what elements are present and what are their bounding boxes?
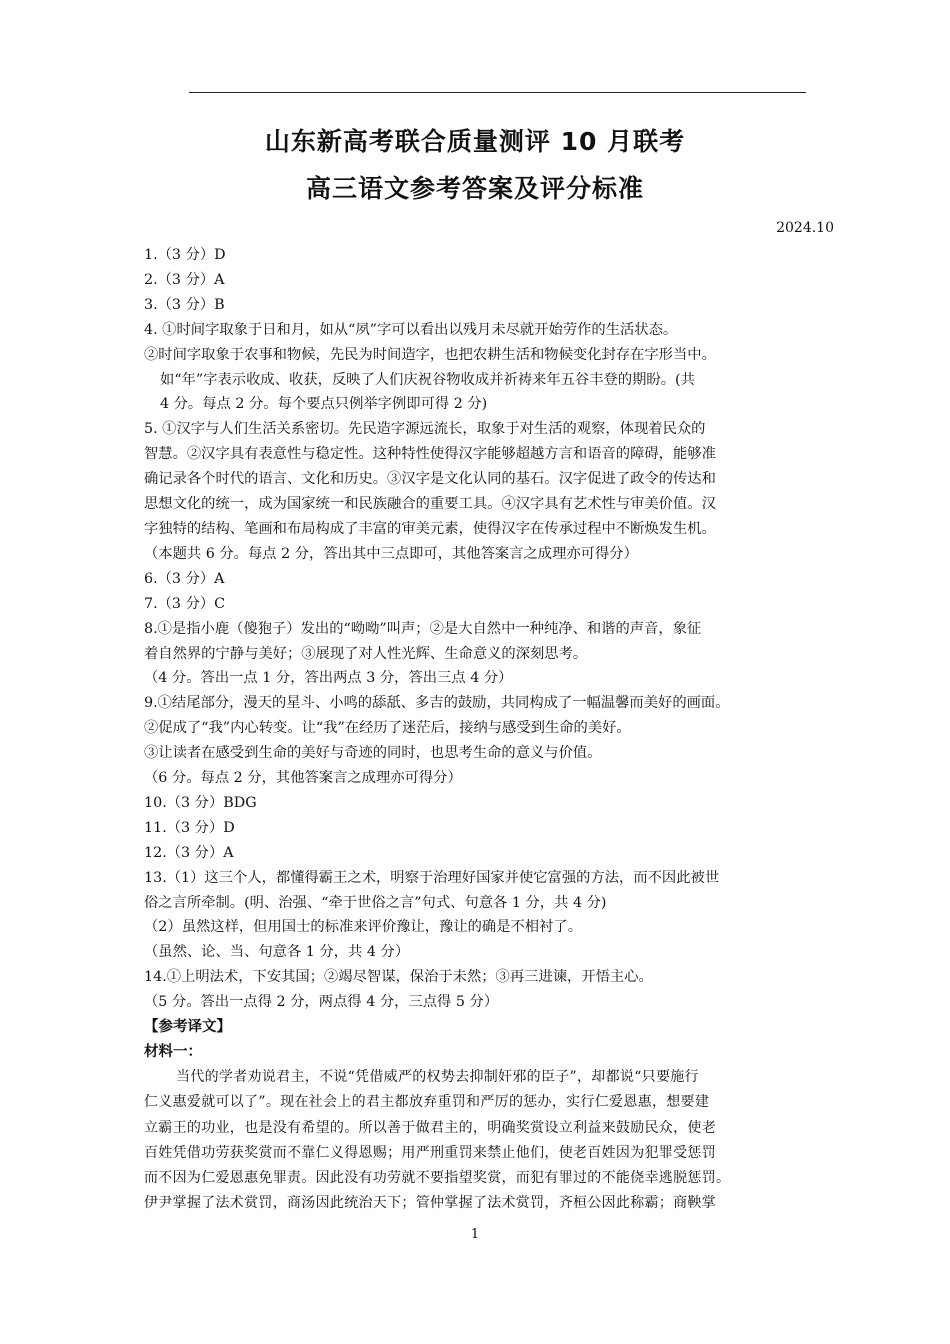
answer-line: （4 分。答出一点 1 分，答出两点 3 分，答出三点 4 分） (144, 670, 513, 687)
answer-line: 3.（3 分）B (144, 296, 225, 313)
answer-line: （5 分。答出一点得 2 分，两点得 4 分，三点得 5 分） (144, 994, 499, 1011)
page-subtitle: 高三语文参考答案及评分标准 (305, 174, 644, 203)
top-rule (189, 92, 806, 93)
answer-line: 1.（3 分）D (144, 247, 226, 263)
answer-line: （虽然、论、当、句意各 1 分，共 4 分） (144, 944, 410, 961)
answer-line: （本题共 6 分。每点 2 分，答出其中三点即可，其他答案言之成理亦可得分） (144, 545, 638, 562)
answer-line: 5. ①汉字与人们生活关系密切。先民造字源远流长，取象于对生活的观察，体现着民众的 (144, 421, 706, 438)
translation-line: 当代的学者劝说君主，不说“凭借威严的权势去抑制奸邪的臣子”，却都说“只要施行 (176, 1068, 699, 1085)
answer-line: 12.（3 分）A (144, 844, 234, 861)
material-label: 材料一： (144, 1044, 202, 1060)
answer-line: 7.（3 分）C (144, 595, 226, 612)
page-title: 山东新高考联合质量测评 10 月联考 (264, 127, 686, 156)
translation-line: 百姓凭借功劳获奖赏而不靠仁义得恩赐；用严刑重罚来禁止他们，使老百姓因为犯罪受惩罚 (144, 1144, 716, 1161)
page-number: 1 (470, 1227, 480, 1242)
translation-line: 仁义惠爱就可以了”。现在社会上的君主都放弃重罚和严厉的惩办，实行仁爱恩惠，想要建 (144, 1094, 710, 1111)
answer-line: 9.①结尾部分，漫天的星斗、小鸣的舔舐、多吉的鼓励，共同构成了一幅温馨而美好的画面。 (144, 695, 730, 712)
answer-line: 8.①是指小鹿（傻狍子）发出的“呦呦”叫声；②是大自然中一种纯净、和谐的声音，象征 (144, 620, 702, 637)
answer-content (144, 243, 810, 1217)
answer-line: 俗之言所牵制。(明、治强、“牵于世俗之言”句式、句意各 1 分，共 4 分) (144, 894, 607, 911)
answer-line: 智慧。②汉字具有表意性与稳定性。这种特性使得汉字能够超越方言和语音的障碍，能够准 (144, 446, 716, 463)
translation-line: 而不因为仁爱恩惠免罪责。因此没有功劳就不要指望奖赏，而犯有罪过的不能侥幸逃脱惩罚。 (144, 1170, 731, 1187)
answer-line: 字独特的结构、笔画和布局构成了丰富的审美元素，使得汉字在传承过程中不断焕发生机。 (144, 520, 716, 537)
translation-line: 伊尹掌握了法术赏罚，商汤因此统治天下；管仲掌握了法术赏罚，齐桓公因此称霸；商鞅掌 (144, 1195, 716, 1212)
answer-line: 11.（3 分）D (144, 819, 235, 836)
answer-line: 4. ①时间字取象于日和月，如从“夙”字可以看出以残月未尽就开始劳作的生活状态。 (144, 321, 678, 338)
answer-line: （2）虽然这样，但用国士的标准来评价豫让，豫让的确是不相衬了。 (144, 919, 582, 936)
answer-line: 4 分。每点 2 分。每个要点只例举字例即可得 2 分) (160, 396, 488, 413)
answer-line: ②促成了“我”内心转变。让“我”在经历了迷茫后，接纳与感受到生命的美好。 (144, 720, 631, 737)
date-label: 2024.10 (776, 220, 834, 236)
answer-line: 13.（1）这三个人，都懂得霸王之术，明察于治理好国家并使它富强的方法，而不因此被世 (144, 869, 720, 886)
answer-line: 如“年”字表示收成、收获，反映了人们庆祝谷物收成并祈祷来年五谷丰登的期盼。(共 (160, 371, 695, 388)
translation-heading: 【参考译文】 (144, 1019, 231, 1036)
answer-line: 2.（3 分）A (144, 271, 225, 288)
answer-line: 着自然界的宁静与美好；③展现了对人性光辉、生命意义的深刻思考。 (144, 645, 588, 662)
answer-line: ③让读者在感受到生命的美好与奇迹的同时，也思考生命的意义与价值。 (144, 745, 602, 762)
answer-line: 14.①上明法术，下安其国；②竭尽智谋，保治于未然；③再三进谏，开悟主心。 (144, 969, 653, 986)
answer-line: ②时间字取象于农事和物候，先民为时间造字，也把农耕生活和物候变化封存在字形当中。 (144, 346, 716, 363)
answer-line: 6.（3 分）A (144, 570, 225, 587)
translation-line: 立霸王的功业，也是没有希望的。所以善于做君主的，明确奖赏设立利益来鼓励民众，使老 (144, 1119, 716, 1136)
answer-line: 思想文化的统一，成为国家统一和民族融合的重要工具。④汉字具有艺术性与审美价值。汉 (144, 496, 716, 513)
answer-line: 确记录各个时代的语言、文化和历史。③汉字是文化认同的基石。汉字促进了政令的传达和 (144, 471, 716, 488)
answer-line: （6 分。每点 2 分，其他答案言之成理亦可得分） (144, 770, 462, 787)
answer-line: 10.（3 分）BDG (144, 794, 257, 811)
